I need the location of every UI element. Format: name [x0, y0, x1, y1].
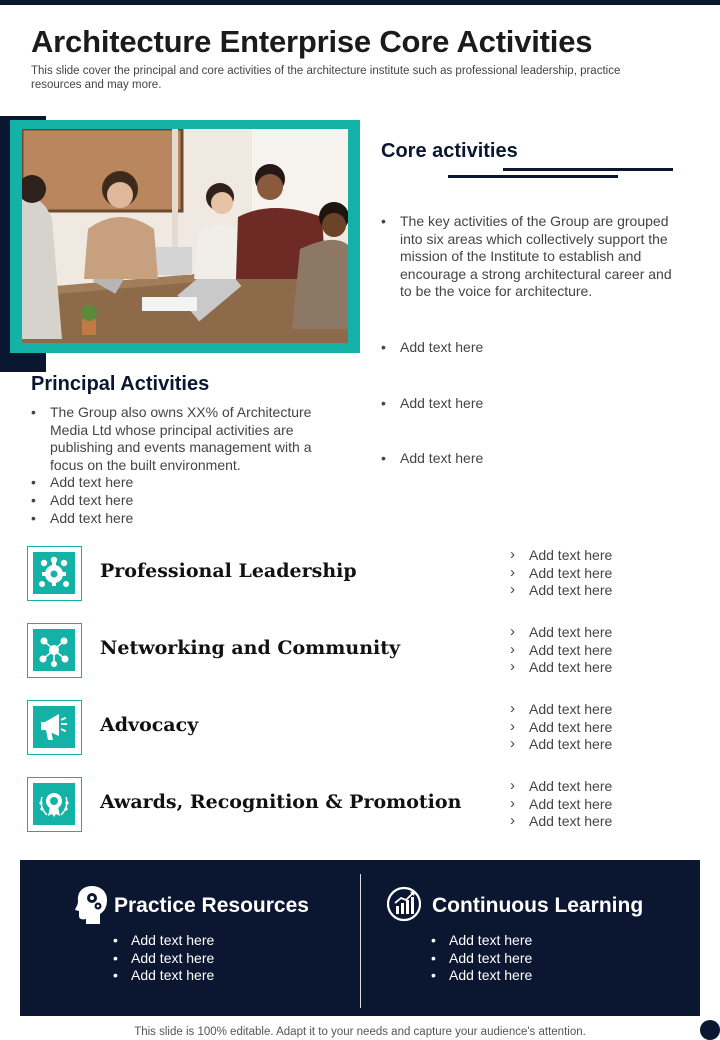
- top-accent-bar: [0, 0, 720, 5]
- list-item: • Add text here: [31, 492, 331, 510]
- row-icon-frame: [27, 623, 82, 678]
- footer-note: This slide is 100% editable. Adapt it to your needs and capture your audience's attention.: [134, 1026, 586, 1038]
- core-underline-bottom: [448, 175, 618, 178]
- list-item: • Add text here: [31, 510, 331, 528]
- list-item: • Add text here: [113, 950, 214, 968]
- list-item: • Add text here: [431, 950, 532, 968]
- row-bullet-list: [510, 701, 612, 754]
- head-gears-icon: [74, 884, 110, 924]
- award-icon: [33, 783, 75, 825]
- row-bullet-list: [510, 547, 612, 600]
- row-bullet-list: [510, 778, 612, 831]
- continuous-learning-header: [386, 884, 686, 924]
- list-item: • The Group also owns XX% of Architecture Media Ltd whose principal activities are publishing and events management with a focus on the built environment.: [31, 404, 331, 474]
- practice-resources-title: Practice Resources: [114, 894, 309, 917]
- row-networking-community: [27, 623, 707, 679]
- list-item: • Add text here: [381, 395, 681, 413]
- principal-activities-list: [31, 404, 331, 527]
- row-icon-frame: [27, 777, 82, 832]
- list-item: › Add text here: [510, 624, 612, 642]
- list-item: › Add text here: [510, 547, 612, 565]
- list-item: › Add text here: [510, 582, 612, 600]
- list-item: • Add text here: [431, 932, 532, 950]
- team-meeting-photo: [22, 129, 348, 343]
- row-awards-recognition: [27, 777, 707, 833]
- list-item: • The key activities of the Group are grouped into six areas which collectively support the mission of the Institute to establish and encourage a strong architectural career and to be the voice for architecture.: [381, 213, 681, 301]
- list-item: › Add text here: [510, 796, 612, 814]
- row-professional-leadership: [27, 546, 707, 602]
- row-label: Awards, Recognition & Promotion: [100, 791, 462, 813]
- core-activities-title: Core activities: [381, 140, 518, 162]
- list-item: › Add text here: [510, 642, 612, 660]
- page-title: Architecture Enterprise Core Activities: [31, 24, 593, 59]
- corner-dot: [700, 1020, 720, 1040]
- list-item: • Add text here: [113, 967, 214, 985]
- list-item: › Add text here: [510, 659, 612, 677]
- list-item: › Add text here: [510, 565, 612, 583]
- principal-activities-title: Principal Activities: [31, 373, 210, 395]
- row-label: Networking and Community: [100, 637, 401, 659]
- page-subtitle: This slide cover the principal and core activities of the architecture institute such as professional leadership, practice resources and may more.: [31, 65, 621, 91]
- megaphone-icon: [33, 706, 75, 748]
- panel-divider: [360, 874, 361, 1008]
- list-item: › Add text here: [510, 813, 612, 831]
- continuous-learning-title: Continuous Learning: [432, 894, 644, 917]
- list-item: • Add text here: [31, 474, 331, 492]
- practice-resources-header: [74, 884, 354, 924]
- bottom-panel: [20, 860, 700, 1016]
- list-item: • Add text here: [381, 450, 681, 468]
- list-item: › Add text here: [510, 719, 612, 737]
- list-item: • Add text here: [381, 339, 681, 357]
- list-item: › Add text here: [510, 778, 612, 796]
- row-icon-frame: [27, 546, 82, 601]
- network-icon: [33, 629, 75, 671]
- list-item: • Add text here: [431, 967, 532, 985]
- list-item: › Add text here: [510, 701, 612, 719]
- list-item: › Add text here: [510, 736, 612, 754]
- row-advocacy: [27, 700, 707, 756]
- row-label: Professional Leadership: [100, 560, 357, 582]
- team-gear-icon: [33, 552, 75, 594]
- core-underline-top: [503, 168, 673, 171]
- row-icon-frame: [27, 700, 82, 755]
- continuous-learning-list: [431, 932, 532, 985]
- core-activities-list: [381, 213, 681, 468]
- growth-chart-icon: [386, 884, 422, 924]
- list-item: • Add text here: [113, 932, 214, 950]
- row-label: Advocacy: [100, 714, 199, 736]
- practice-resources-list: [113, 932, 214, 985]
- row-bullet-list: [510, 624, 612, 677]
